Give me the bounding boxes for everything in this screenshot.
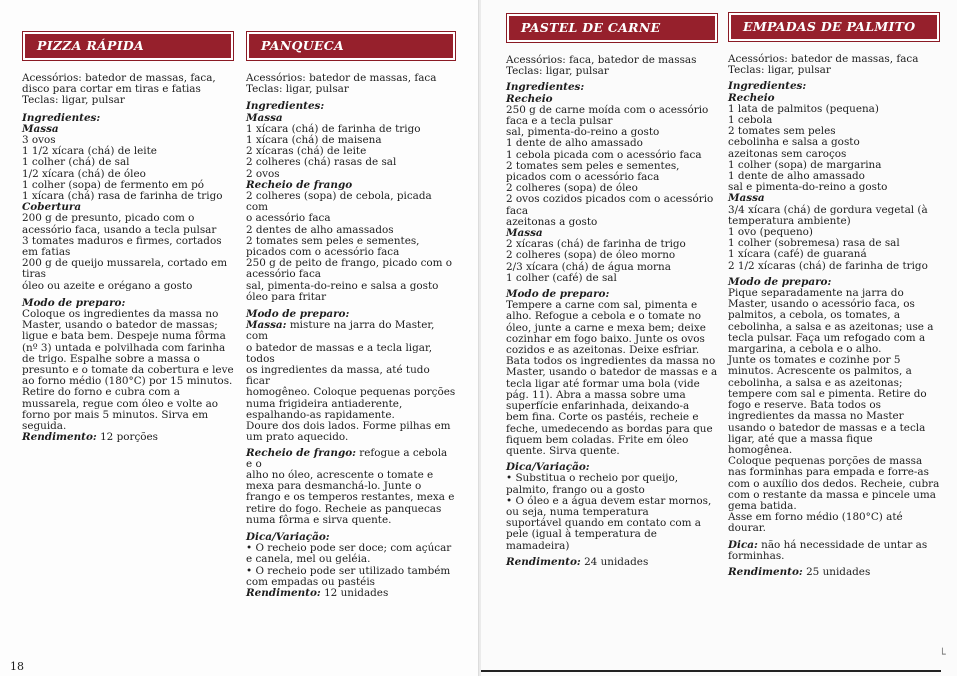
page-number: └ xyxy=(939,648,946,661)
preparo-text: Coloque os ingredientes da massa no Master, usando o batedor de massas; ligue e bata bem. Despeje numa fôrma (nº 3) untada e polvilhada com farinha de trigo. Espalhe sobre a massa o presunto e o tomate da cobertura e leve ao forno médio (180°C) por 15 minutos. Retire do forno e cubra com a mussarela, regue com óleo e volte ao forno por mais 5 minutos. Sirva em seguida. xyxy=(22,308,234,433)
recipe-empadas xyxy=(728,12,940,578)
preparo-heading: Modo de preparo: xyxy=(506,288,610,301)
ingredient-item: 200 g de queijo mussarela, cortado em tiras xyxy=(22,257,228,281)
ingredient-item: 2 xícaras (chá) de leite xyxy=(246,145,367,158)
accessories-text: Acessórios: faca, batedor de massas Teclas: ligar, pulsar xyxy=(506,54,697,78)
ingredients-heading: Ingredientes: xyxy=(22,111,101,124)
ingredient-item: azeitonas a gosto xyxy=(506,215,598,228)
ingredient-item: 1 xícara (café) de guaraná xyxy=(728,248,867,261)
page-number: 18 xyxy=(10,660,24,673)
ingredient-item: 2 1/2 xícaras (chá) de farinha de trigo xyxy=(728,259,928,272)
bottom-rule xyxy=(481,670,941,672)
ingredient-item: 1 colher (sopa) de margarina xyxy=(728,158,882,171)
preparo-heading: Modo de preparo: xyxy=(22,296,126,309)
ingredient-item: 1 cebola picada com o acessório faca xyxy=(506,148,702,161)
ingredient-item: cebolinha e salsa a gosto xyxy=(728,136,860,149)
rendimento-value: 12 unidades xyxy=(324,586,389,599)
accessories-text: Acessórios: batedor de massas, faca Teclas: ligar, pulsar xyxy=(728,53,919,77)
preparo-heading: Modo de preparo: xyxy=(728,275,832,288)
ingredient-item: 3 tomates maduros e firmes, cortados em fatias xyxy=(22,234,222,259)
massa-heading: Massa xyxy=(506,227,543,240)
recipe-title-banner xyxy=(22,31,234,61)
right-page xyxy=(481,0,957,676)
ingredients-heading: Ingredientes: xyxy=(506,81,585,94)
ingredient-item: 1 dente de alho amassado xyxy=(506,137,643,150)
ingredient-item: 1 xícara (chá) de farinha de trigo xyxy=(246,122,421,135)
recipe-title-banner xyxy=(246,31,456,61)
preparo-text: Pique separadamente na jarra do Master, usando o acessório faca, os palmitos, a cebola, os tomates, a cebolinha, a salsa e as azeitonas; use a tecla pulsar. Faça um refogado com a margarina, a cebola e o alho. Junte os tomates e cozinhe por 5 minutos. Acrescente os palmitos, a cebolinha, a salsa e as azeitonas; tempere com sal e pimenta. Retire do fogo e reserve. Bata todos os ingredientes da massa no Master usando o batedor de massas e a tecla ligar, até que a massa fique homogênea. Coloque pequenas porções de massa nas forminhas para empada e forre-as com o auxílio dos dedos. Recheie, cubra com o restante da massa e pincele uma gema batida. Asse em forno médio (180°C) até dourar. xyxy=(728,287,940,535)
accessories-text: Acessórios: batedor de massas, faca Teclas: ligar, pulsar xyxy=(246,72,437,96)
preparo-recheio-text: refogue a cebola e o alho no óleo, acrescente o tomate e mexa para desmanchá-lo. Junte o frango e os temperos restantes, mexa e retire do fogo. Recheie as panquecas numa fôrma e sirva quente. xyxy=(246,446,455,526)
recipe-title: PIZZA RÁPIDA xyxy=(25,34,231,58)
ingredient-item: 1 dente de alho amassado xyxy=(728,170,865,183)
recipe-title: PASTEL DE CARNE xyxy=(509,16,715,40)
accessories-text: Acessórios: batedor de massas, faca, disco para cortar em tiras e fatias Teclas: ligar, pulsar xyxy=(22,72,216,107)
ingredient-item: sal, pimenta-do-reino e salsa a gosto xyxy=(246,279,439,292)
dica-value: não há necessidade de untar as forminhas. xyxy=(728,538,928,562)
ingredient-item: 2 tomates sem peles e sementes, picados com o acessório faca xyxy=(506,159,680,184)
recipe-panqueca xyxy=(246,31,456,599)
ingredient-item: 250 g de peito de frango, picado com o acessório faca xyxy=(246,257,453,281)
preparo-massa xyxy=(246,320,456,443)
rendimento-label: Rendimento: xyxy=(728,565,803,578)
ingredient-item: sal, pimenta-do-reino a gosto xyxy=(506,126,660,139)
ingredient-item: 2 ovos xyxy=(246,167,280,180)
cobertura-heading: Cobertura xyxy=(22,201,82,214)
massa-heading: Massa xyxy=(728,192,765,205)
rendimento-label: Rendimento: xyxy=(246,586,321,599)
ingredients-heading: Ingredientes: xyxy=(728,80,807,93)
ingredient-item: azeitonas sem caroços xyxy=(728,147,847,160)
ingredient-item: 1 colher (sopa) de fermento em pó xyxy=(22,178,204,191)
ingredient-item: 1 cebola xyxy=(728,114,773,127)
ingredient-item: 1 colher (café) de sal xyxy=(506,271,617,284)
recipe-title: EMPADAS DE PALMITO xyxy=(731,15,937,39)
ingredient-item: óleo para fritar xyxy=(246,290,327,303)
ingredient-item: 1 colher (chá) de sal xyxy=(22,156,130,169)
ingredient-item: 1 colher (sobremesa) rasa de sal xyxy=(728,237,900,250)
ingredient-item: 250 g de carne moída com o acessório faca e a tecla pulsar xyxy=(506,103,709,128)
ingredient-item: 3 ovos xyxy=(22,134,56,147)
dica-item: • O recheio pode ser doce; com açúcar e canela, mel ou geléia. xyxy=(246,543,456,565)
recipe-pizza xyxy=(22,31,234,444)
preparo-heading: Modo de preparo: xyxy=(246,308,350,321)
ingredient-item: 2 colheres (sopa) de óleo xyxy=(506,182,638,195)
ingredient-item: 200 g de presunto, picado com o acessório faca, usando a tecla pulsar xyxy=(22,212,217,236)
ingredient-item: 1 ovo (pequeno) xyxy=(728,226,813,239)
recipe-title-banner xyxy=(728,12,940,42)
dica-item: • O recheio pode ser utilizado também com empadas ou pastéis xyxy=(246,566,456,588)
rendimento-label: Rendimento: xyxy=(506,555,581,568)
ingredient-item: 2 tomates sem peles xyxy=(728,125,836,138)
recipe-title: PANQUECA xyxy=(249,34,453,58)
rendimento xyxy=(22,432,234,443)
ingredient-item: óleo ou azeite e orégano a gosto xyxy=(22,279,193,292)
ingredient-item: sal e pimenta-do-reino a gosto xyxy=(728,181,888,194)
ingredient-item: 2 dentes de alho amassados xyxy=(246,223,394,236)
dica-label: Dica: xyxy=(728,538,758,551)
dica-heading: Dica/Variação: xyxy=(506,461,590,474)
ingredient-item: 2 tomates sem peles e sementes, picados com o acessório faca xyxy=(246,234,420,259)
rendimento-value: 24 unidades xyxy=(584,555,649,568)
preparo-text: Tempere a carne com sal, pimenta e alho. Refogue a cebola e o tomate no óleo, junte a carne e mexa bem; deixe cozinhar em fogo baixo. Junte os ovos cozidos e as azeitonas. Deixe esfriar. Bata todos os ingredientes da massa no Master, usando o batedor de massas e a tecla ligar até formar uma bola (vide pág. 11). Abra a massa sobre uma superfície enfarinhada, deixando-a bem fina. Corte os pastéis, recheie e feche, umedecendo as bordas para que fiquem bem coladas. Frite em óleo quente. Sirva quente. xyxy=(506,299,718,457)
preparo-massa-label: Massa: xyxy=(246,319,287,332)
recipe-title-banner xyxy=(506,13,718,43)
rendimento-value: 25 unidades xyxy=(806,565,871,578)
recheio-heading: Recheio xyxy=(728,91,775,104)
ingredient-item: 2 colheres (chá) rasas de sal xyxy=(246,156,397,169)
massa-heading: Massa xyxy=(22,122,59,135)
rendimento xyxy=(506,557,718,568)
ingredient-item: 3/4 xícara (chá) de gordura vegetal (à temperatura ambiente) xyxy=(728,203,928,227)
preparo-recheio xyxy=(246,448,456,526)
rendimento xyxy=(728,567,940,578)
dica-heading: Dica/Variação: xyxy=(246,530,330,543)
ingredient-item: 2 colheres (sopa) de cebola, picada com o acessório faca xyxy=(246,190,432,225)
rendimento-value: 12 porções xyxy=(100,431,159,444)
preparo-recheio-label: Recheio de frango: xyxy=(246,446,356,459)
dica-item: • O óleo e a água devem estar mornos, ou seja, numa temperatura suportável quando em contato com a pele (igual à temperatura de mamadeira) xyxy=(506,496,718,552)
ingredient-item: 1 xícara (chá) de maisena xyxy=(246,134,382,147)
massa-heading: Massa xyxy=(246,111,283,124)
dica-text xyxy=(728,540,940,562)
preparo-massa-text: misture na jarra do Master, com o batedor de massas e a tecla ligar, todos os ingredientes da massa, até tudo ficar homogêneo. Coloque pequenas porções numa frigideira antiaderente, espalhando-as rapidamente. Doure dos dois lados. Forme pilhas em um prato aquecido. xyxy=(246,319,456,444)
rendimento-label: Rendimento: xyxy=(22,431,97,444)
ingredient-item: 1/2 xícara (chá) de óleo xyxy=(22,167,146,180)
ingredients-heading: Ingredientes: xyxy=(246,100,325,113)
rendimento xyxy=(246,588,456,599)
ingredient-item: 2 colheres (sopa) de óleo morno xyxy=(506,249,676,262)
ingredient-item: 2/3 xícara (chá) de água morna xyxy=(506,260,671,273)
ingredient-item: 1 xícara (chá) rasa de farinha de trigo xyxy=(22,190,223,203)
recheio-heading: Recheio xyxy=(506,92,553,105)
ingredient-item: 1 1/2 xícara (chá) de leite xyxy=(22,145,157,158)
ingredient-item: 2 ovos cozidos picados com o acessório faca xyxy=(506,193,714,217)
recheio-heading: Recheio de frango xyxy=(246,178,353,191)
ingredient-item: 2 xícaras (chá) de farinha de trigo xyxy=(506,238,686,251)
recipe-pastel xyxy=(506,13,718,568)
ingredient-item: 1 lata de palmitos (pequena) xyxy=(728,102,879,115)
dica-item: • Substitua o recheio por queijo, palmito, frango ou a gosto xyxy=(506,473,718,495)
